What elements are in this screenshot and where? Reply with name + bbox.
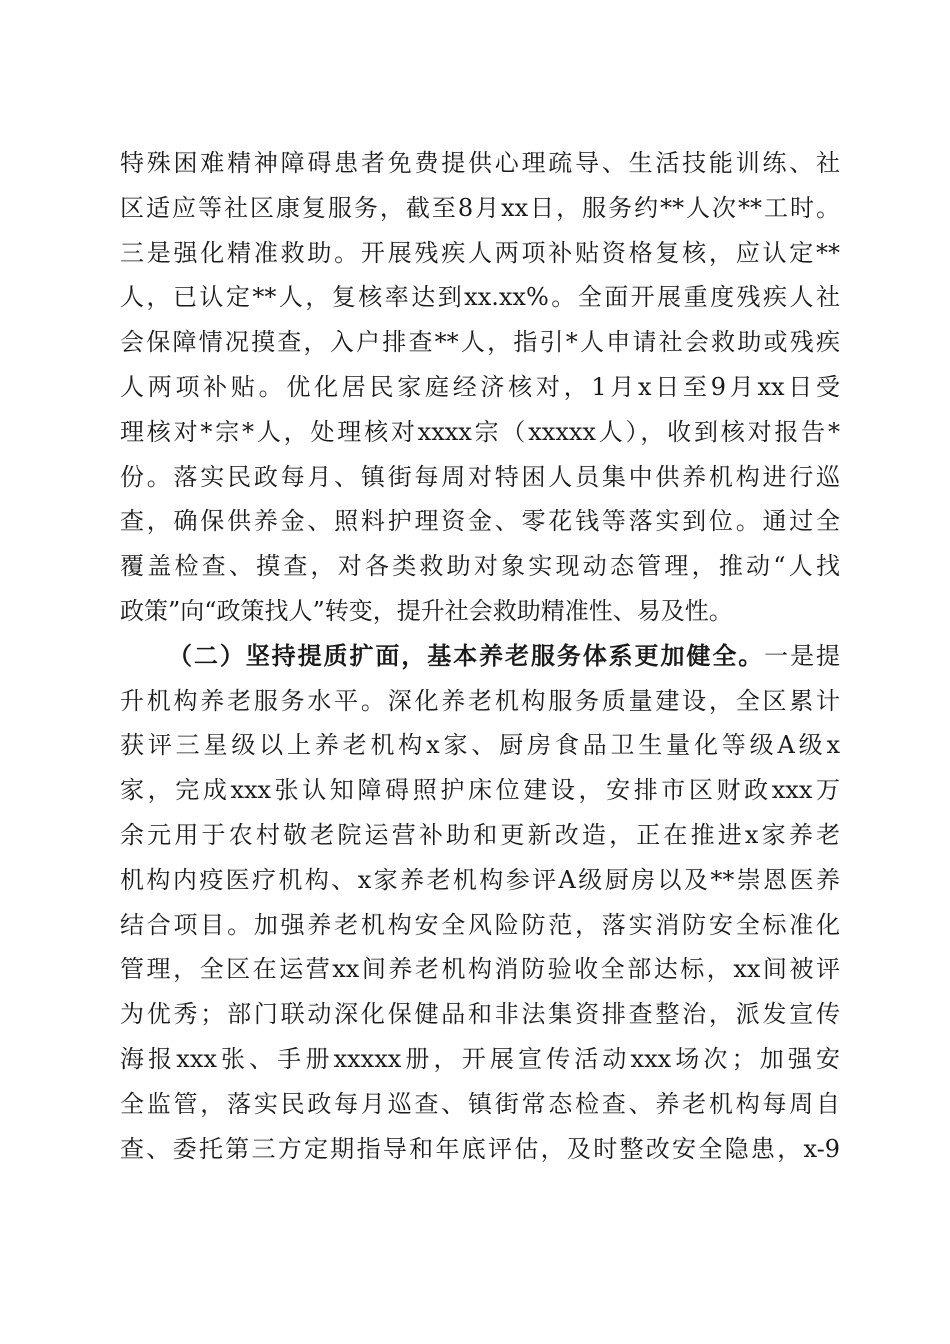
text-line: 全监管，落实民政每月巡查、镇街常态检查、养老机构每周自 <box>120 1089 840 1118</box>
text-line: 特殊困难精神障碍患者免费提供心理疏导、生活技能训练、社 <box>120 149 840 177</box>
text-line: 升机构养老服务水平。深化养老机构服务质量建设，全区累计 <box>120 686 840 715</box>
text-line: 机构内疫医疗机构、x家养老机构参评A级厨房以及**崇恩医养 <box>120 865 840 894</box>
text-line: 份。落实民政每月、镇街每周对特困人员集中供养机构进行巡 <box>120 462 840 491</box>
paragraph-1 <box>120 141 840 634</box>
text-line: 三是强化精准救助。开展残疾人两项补贴资格复核，应认定** <box>120 238 840 267</box>
section-heading: （二）坚持提质扩面，基本养老服务体系更加健全。 <box>168 640 765 670</box>
text-line: 政策”向“政策找人”转变，提升社会救助精准性、易及性。 <box>120 596 733 625</box>
text-line: 人两项补贴。优化居民家庭经济核对，1月x日至9月xx日受 <box>120 372 840 401</box>
text-line: 海报xxx张、手册xxxxx册，开展宣传活动xxx场次；加强安 <box>120 1044 840 1073</box>
text-line: 区适应等社区康复服务，截至8月xx日，服务约**人次**工时。 <box>120 193 840 222</box>
text-line: 管理，全区在运营xx间养老机构消防验收全部达标，xx间被评 <box>120 955 840 984</box>
text-line: 余元用于农村敬老院运营补助和更新改造，正在推进x家养老 <box>120 820 840 849</box>
text-line: 获评三星级以上养老机构x家、厨房食品卫生量化等级A级x <box>120 731 840 760</box>
text-line: 覆盖检查、摸查，对各类救助对象实现动态管理，推动“人找 <box>120 552 840 581</box>
text-line: 查、委托第三方定期指导和年底评估，及时整改安全隐患，x-9 <box>120 1134 840 1163</box>
text-line: 为优秀；部门联动深化保健品和非法集资排查整治，派发宣传 <box>120 1000 840 1029</box>
text-line: 人，已认定**人，复核率达到xx.xx%。全面开展重度残疾人社 <box>120 283 840 312</box>
section-heading-line <box>120 634 840 679</box>
text-line: 结合项目。加强养老机构安全风险防范，落实消防安全标准化 <box>120 910 840 939</box>
body-text <box>120 141 840 1171</box>
text-line: 查，确保供养金、照料护理资金、零花钱等落实到位。通过全 <box>120 507 840 536</box>
heading-line-continuation: 一是提 <box>764 641 841 670</box>
text-line: 家，完成xxx张认知障碍照护床位建设，安排市区财政xxx万 <box>120 776 840 805</box>
text-line: 理核对*宗*人，处理核对xxxx宗（xxxxx人），收到核对报告* <box>120 417 840 446</box>
text-line: 会保障情况摸查，入户排查**人，指引*人申请社会救助或残疾 <box>120 328 840 357</box>
paragraph-2 <box>120 634 840 1172</box>
